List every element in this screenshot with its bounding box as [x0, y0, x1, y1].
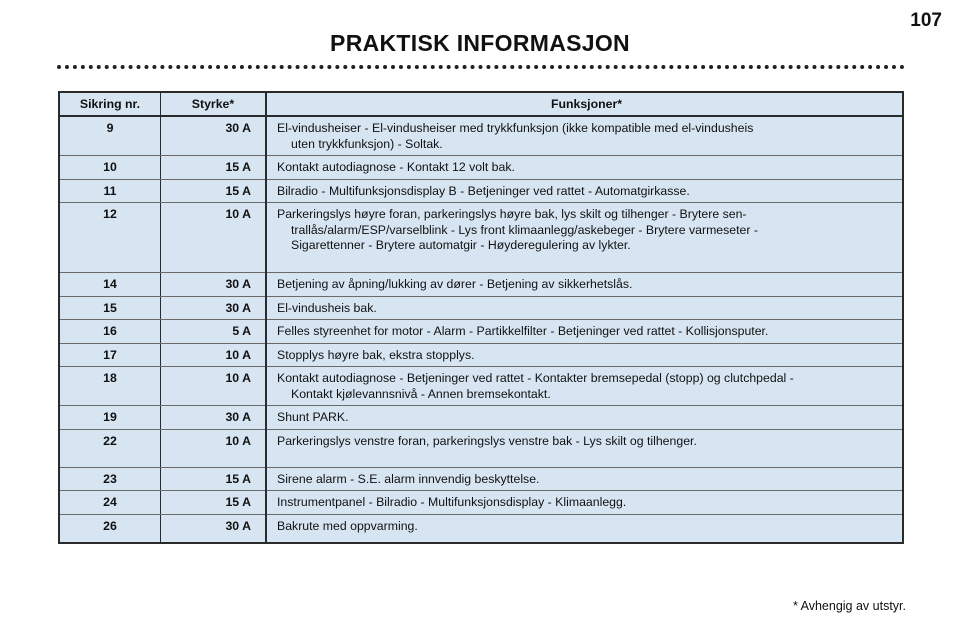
functions-cell	[266, 116, 903, 156]
function-line: Bakrute med oppvarming.	[277, 518, 418, 533]
table-row	[59, 514, 903, 543]
function-line: Sigarettenner - Brytere automatgir - Høyderegulering av lykter.	[291, 238, 631, 252]
functions-cell	[266, 156, 903, 180]
fuse-number-cell: 23	[59, 467, 161, 491]
fuse-table	[58, 91, 904, 544]
function-line: Shunt PARK.	[277, 410, 349, 424]
function-line: El-vindusheiser - El-vindusheiser med trykkfunksjon (ikke kompatible med el-vindusheis	[277, 121, 754, 135]
amperage-cell: 15 A	[161, 156, 267, 180]
amperage-cell: 30 A	[161, 116, 267, 156]
amperage-cell: 30 A	[161, 406, 267, 430]
functions-cell	[266, 320, 903, 344]
dotted-title-rule	[57, 65, 905, 69]
page-number: 107	[910, 10, 942, 31]
functions-cell	[266, 514, 903, 543]
function-line: Kontakt autodiagnose - Kontakt 12 volt bak.	[277, 160, 515, 174]
page-title: PRAKTISK INFORMASJON	[330, 30, 630, 56]
function-line: trallås/alarm/ESP/varselblink - Lys front klimaanlegg/askebeger - Brytere varmeseter -	[291, 222, 758, 237]
table-row	[59, 179, 903, 203]
fuse-number-cell: 18	[59, 367, 161, 406]
function-line: uten trykkfunksjon) - Soltak.	[291, 136, 443, 151]
amperage-cell: 10 A	[161, 367, 267, 406]
table-row	[59, 320, 903, 344]
footnote: * Avhengig av utstyr.	[792, 599, 906, 613]
table-row	[59, 343, 903, 367]
function-line: Kontakt kjølevannsnivå - Annen bremsekontakt.	[291, 386, 551, 401]
function-line: Kontakt autodiagnose - Betjeninger ved rattet - Kontakter bremsepedal (stopp) og clutchpedal -	[277, 371, 794, 385]
amperage-cell: 30 A	[161, 514, 267, 543]
functions-cell	[266, 491, 903, 515]
function-line: Parkeringslys venstre foran, parkeringslys venstre bak - Lys skilt og tilhenger.	[277, 433, 697, 448]
function-line: Felles styreenhet for motor - Alarm - Partikkelfilter - Betjeninger ved rattet - Kollisjonsputer.	[277, 324, 769, 338]
functions-cell	[266, 343, 903, 367]
fuse-number-cell: 12	[59, 203, 161, 273]
table-row	[59, 273, 903, 297]
table-row	[59, 367, 903, 406]
amperage-cell: 5 A	[161, 320, 267, 344]
amperage-cell: 15 A	[161, 467, 267, 491]
table-row	[59, 467, 903, 491]
fuse-number-cell: 16	[59, 320, 161, 344]
header-amperage: Styrke*	[161, 92, 267, 116]
functions-cell	[266, 429, 903, 467]
table-row	[59, 116, 903, 156]
amperage-cell: 10 A	[161, 343, 267, 367]
fuse-number-cell: 17	[59, 343, 161, 367]
function-line: Sirene alarm - S.E. alarm innvendig beskyttelse.	[277, 471, 540, 486]
amperage-cell: 30 A	[161, 273, 267, 297]
amperage-cell: 30 A	[161, 296, 267, 320]
amperage-cell: 10 A	[161, 203, 267, 273]
header-functions: Funksjoner*	[266, 92, 903, 116]
fuse-number-cell: 9	[59, 116, 161, 156]
header-fuse-number: Sikring nr.	[59, 92, 161, 116]
table-row	[59, 203, 903, 273]
function-line: Stopplys høyre bak, ekstra stopplys.	[277, 347, 475, 362]
amperage-cell: 15 A	[161, 179, 267, 203]
function-line: El-vindusheis bak.	[277, 300, 377, 315]
function-line: Parkeringslys høyre foran, parkeringslys høyre bak, lys skilt og tilhenger - Brytere sen-	[277, 207, 747, 221]
functions-cell	[266, 203, 903, 273]
function-line: Instrumentpanel - Bilradio - Multifunksjonsdisplay - Klimaanlegg.	[277, 495, 627, 509]
functions-cell	[266, 273, 903, 297]
amperage-cell: 10 A	[161, 429, 267, 467]
fuse-number-cell: 24	[59, 491, 161, 515]
functions-cell	[266, 406, 903, 430]
functions-cell	[266, 467, 903, 491]
fuse-number-cell: 19	[59, 406, 161, 430]
table-row	[59, 429, 903, 467]
amperage-cell: 15 A	[161, 491, 267, 515]
table-header-row	[59, 92, 903, 116]
functions-cell	[266, 179, 903, 203]
fuse-number-cell: 26	[59, 514, 161, 543]
fuse-number-cell: 14	[59, 273, 161, 297]
fuse-number-cell: 22	[59, 429, 161, 467]
fuse-number-cell: 15	[59, 296, 161, 320]
table-row	[59, 491, 903, 515]
function-line: Betjening av åpning/lukking av dører - Betjening av sikkerhetslås.	[277, 277, 633, 291]
functions-cell	[266, 296, 903, 320]
fuse-number-cell: 10	[59, 156, 161, 180]
function-line: Bilradio - Multifunksjonsdisplay B - Betjeninger ved rattet - Automatgirkasse.	[277, 183, 690, 198]
table-row	[59, 406, 903, 430]
functions-cell	[266, 367, 903, 406]
fuse-number-cell: 11	[59, 179, 161, 203]
table-row	[59, 296, 903, 320]
table-row	[59, 156, 903, 180]
